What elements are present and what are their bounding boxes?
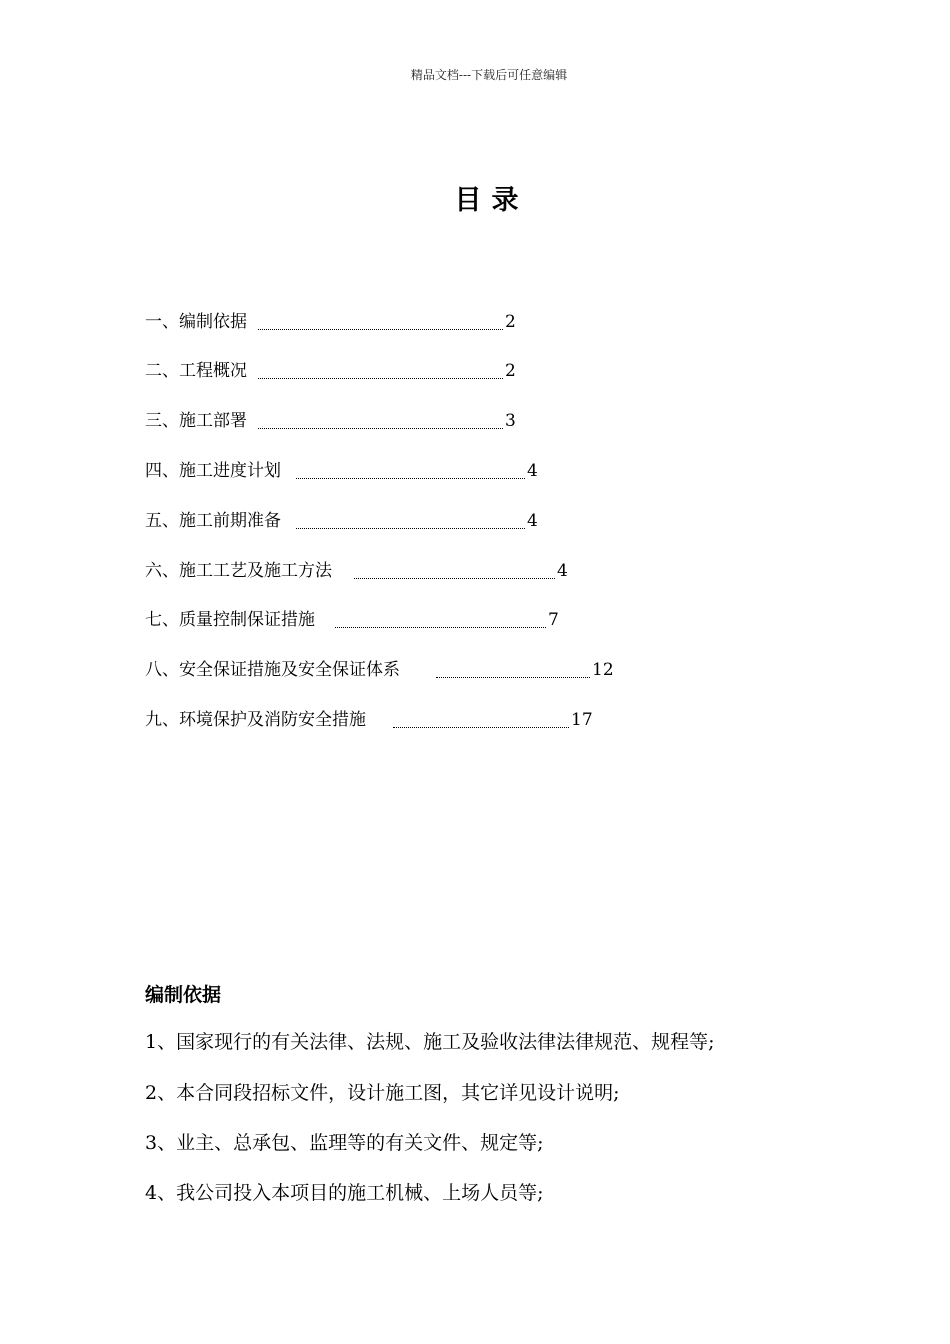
page-header: 精品文档---下载后可任意编辑 [410,68,568,82]
toc-entry-label: 七、质量控制保证措施 [145,610,315,630]
toc-title: 目录 [454,185,529,216]
toc-entry-label: 二、工程概况 [145,361,247,381]
toc-leader-dots [296,478,525,479]
toc-leader-dots [258,329,503,330]
section-heading: 编制依据 [145,984,222,1006]
toc-leader-dots [393,727,569,728]
toc-entry-page: 4 [557,561,568,581]
toc-entry-page: 4 [527,461,538,481]
body-paragraph: 3、业主、总承包、监理等的有关文件、规定等; [145,1132,544,1154]
toc-leader-dots [354,578,555,579]
body-paragraph: 4、我公司投入本项目的施工机械、上场人员等; [145,1182,544,1204]
toc-leader-dots [296,528,525,529]
toc-entry-page: 7 [548,610,559,630]
toc-entry-page: 2 [505,361,516,381]
toc-entry-page: 3 [505,411,516,431]
toc-leader-dots [335,627,546,628]
toc-entry-label: 八、安全保证措施及安全保证体系 [145,660,400,680]
toc-entry-page: 17 [571,710,593,730]
toc-leader-dots [436,677,590,678]
toc-entry-label: 五、施工前期准备 [145,511,281,531]
toc-entry-label: 四、施工进度计划 [145,461,281,481]
toc-leader-dots [258,428,503,429]
toc-entry-label: 三、施工部署 [145,411,247,431]
toc-entry-page: 2 [505,312,516,332]
toc-entry-label: 六、施工工艺及施工方法 [145,561,332,581]
toc-entry-label: 一、编制依据 [145,312,247,332]
body-paragraph: 2、本合同段招标文件，设计施工图，其它详见设计说明; [145,1082,620,1104]
body-paragraph: 1、国家现行的有关法律、法规、施工及验收法律法律规范、规程等; [145,1031,715,1053]
toc-entry-page: 4 [527,511,538,531]
toc-entry-page: 12 [592,660,614,680]
toc-entry-label: 九、环境保护及消防安全措施 [145,710,366,730]
toc-leader-dots [258,378,503,379]
